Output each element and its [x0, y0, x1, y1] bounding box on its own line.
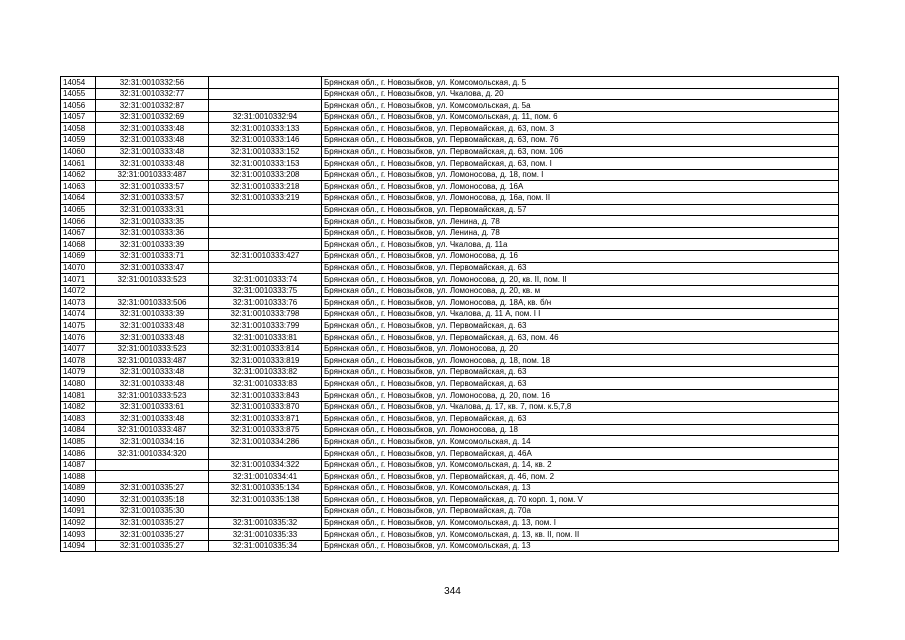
- parent-cadastral-number-cell: 32:31:0010333:48: [96, 123, 209, 135]
- parent-cadastral-number-cell: 32:31:0010333:61: [96, 401, 209, 413]
- row-number-cell: 14062: [61, 169, 96, 181]
- table-row: [61, 274, 839, 286]
- row-number-cell: 14076: [61, 332, 96, 344]
- table-row: [61, 169, 839, 181]
- table-row: [61, 540, 839, 552]
- address-cell: Брянская обл., г. Новозыбков, ул. Первомайская, д. 46, пом. 2: [322, 471, 839, 483]
- parent-cadastral-number-cell: 32:31:0010333:57: [96, 181, 209, 193]
- parent-cadastral-number-cell: 32:31:0010333:31: [96, 204, 209, 216]
- row-number-cell: 14080: [61, 378, 96, 390]
- address-cell: Брянская обл., г. Новозыбков, ул. Комсомольская, д. 5а: [322, 100, 839, 112]
- cadastral-number-cell: 32:31:0010333:74: [209, 274, 322, 286]
- address-cell: Брянская обл., г. Новозыбков, ул. Комсомольская, д. 13, кв. II, пом. II: [322, 529, 839, 541]
- parent-cadastral-number-cell: 32:31:0010333:48: [96, 134, 209, 146]
- row-number-cell: 14083: [61, 413, 96, 425]
- address-cell: Брянская обл., г. Новозыбков, ул. Чкалова, д. 20: [322, 88, 839, 100]
- address-cell: Брянская обл., г. Новозыбков, ул. Ломоносова, д. 18А, кв. б/н: [322, 297, 839, 309]
- registry-table-container: [60, 76, 838, 552]
- cadastral-number-cell: 32:31:0010335:33: [209, 529, 322, 541]
- row-number-cell: 14085: [61, 436, 96, 448]
- parent-cadastral-number-cell: 32:31:0010335:18: [96, 494, 209, 506]
- parent-cadastral-number-cell: 32:31:0010334:16: [96, 436, 209, 448]
- row-number-cell: 14087: [61, 459, 96, 471]
- cadastral-number-cell: 32:31:0010333:871: [209, 413, 322, 425]
- table-row: [61, 204, 839, 216]
- table-row: [61, 448, 839, 460]
- cadastral-number-cell: 32:31:0010333:153: [209, 158, 322, 170]
- parent-cadastral-number-cell: 32:31:0010333:48: [96, 320, 209, 332]
- address-cell: Брянская обл., г. Новозыбков, ул. Ломоносова, д. 20, кв. II, пом. II: [322, 274, 839, 286]
- cadastral-number-cell: 32:31:0010334:41: [209, 471, 322, 483]
- address-cell: Брянская обл., г. Новозыбков, ул. Ломоносова, д. 18, пом. 18: [322, 355, 839, 367]
- table-row: [61, 436, 839, 448]
- row-number-cell: 14077: [61, 343, 96, 355]
- address-cell: Брянская обл., г. Новозыбков, ул. Ломоносова, д. 16А: [322, 181, 839, 193]
- table-row: [61, 378, 839, 390]
- row-number-cell: 14088: [61, 471, 96, 483]
- cadastral-number-cell: 32:31:0010333:76: [209, 297, 322, 309]
- table-row: [61, 262, 839, 274]
- parent-cadastral-number-cell: 32:31:0010333:35: [96, 216, 209, 228]
- address-cell: Брянская обл., г. Новозыбков, ул. Первомайская, д. 63: [322, 378, 839, 390]
- table-row: [61, 401, 839, 413]
- parent-cadastral-number-cell: [96, 285, 209, 297]
- parent-cadastral-number-cell: 32:31:0010332:77: [96, 88, 209, 100]
- table-row: [61, 517, 839, 529]
- row-number-cell: 14066: [61, 216, 96, 228]
- address-cell: Брянская обл., г. Новозыбков, ул. Комсомольская, д. 13, пом. I: [322, 517, 839, 529]
- cadastral-number-cell: [209, 100, 322, 112]
- parent-cadastral-number-cell: 32:31:0010335:27: [96, 529, 209, 541]
- row-number-cell: 14089: [61, 482, 96, 494]
- cadastral-number-cell: 32:31:0010333:819: [209, 355, 322, 367]
- row-number-cell: 14068: [61, 239, 96, 251]
- table-row: [61, 77, 839, 89]
- cadastral-number-cell: 32:31:0010334:286: [209, 436, 322, 448]
- cadastral-number-cell: 32:31:0010333:83: [209, 378, 322, 390]
- table-row: [61, 216, 839, 228]
- table-row: [61, 158, 839, 170]
- cadastral-number-cell: [209, 505, 322, 517]
- cadastral-number-cell: [209, 448, 322, 460]
- table-row: [61, 297, 839, 309]
- cadastral-number-cell: 32:31:0010333:875: [209, 424, 322, 436]
- table-row: [61, 332, 839, 344]
- parent-cadastral-number-cell: 32:31:0010333:523: [96, 390, 209, 402]
- row-number-cell: 14084: [61, 424, 96, 436]
- table-row: [61, 146, 839, 158]
- address-cell: Брянская обл., г. Новозыбков, ул. Чкалова, д. 11а: [322, 239, 839, 251]
- table-row: [61, 471, 839, 483]
- table-row: [61, 308, 839, 320]
- row-number-cell: 14079: [61, 366, 96, 378]
- cadastral-number-cell: 32:31:0010335:134: [209, 482, 322, 494]
- cadastral-number-cell: 32:31:0010333:799: [209, 320, 322, 332]
- parent-cadastral-number-cell: 32:31:0010333:48: [96, 366, 209, 378]
- parent-cadastral-number-cell: [96, 459, 209, 471]
- row-number-cell: 14078: [61, 355, 96, 367]
- cadastral-number-cell: 32:31:0010332:94: [209, 111, 322, 123]
- row-number-cell: 14059: [61, 134, 96, 146]
- row-number-cell: 14064: [61, 192, 96, 204]
- address-cell: Брянская обл., г. Новозыбков, ул. Первомайская, д. 63, пом. 106: [322, 146, 839, 158]
- parent-cadastral-number-cell: 32:31:0010333:48: [96, 413, 209, 425]
- address-cell: Брянская обл., г. Новозыбков, ул. Ленина, д. 78: [322, 227, 839, 239]
- cadastral-number-cell: 32:31:0010333:798: [209, 308, 322, 320]
- parent-cadastral-number-cell: 32:31:0010333:39: [96, 308, 209, 320]
- row-number-cell: 14075: [61, 320, 96, 332]
- row-number-cell: 14061: [61, 158, 96, 170]
- cadastral-number-cell: 32:31:0010333:152: [209, 146, 322, 158]
- parent-cadastral-number-cell: 32:31:0010333:71: [96, 250, 209, 262]
- parent-cadastral-number-cell: 32:31:0010332:56: [96, 77, 209, 89]
- address-cell: Брянская обл., г. Новозыбков, ул. Ломоносова, д. 16а, пом. II: [322, 192, 839, 204]
- address-cell: Брянская обл., г. Новозыбков, ул. Первомайская, д. 63: [322, 262, 839, 274]
- address-cell: Брянская обл., г. Новозыбков, ул. Первомайская, д. 70а: [322, 505, 839, 517]
- row-number-cell: 14072: [61, 285, 96, 297]
- row-number-cell: 14065: [61, 204, 96, 216]
- row-number-cell: 14056: [61, 100, 96, 112]
- table-row: [61, 134, 839, 146]
- address-cell: Брянская обл., г. Новозыбков, ул. Ломоносова, д. 20, кв. м: [322, 285, 839, 297]
- cadastral-number-cell: 32:31:0010335:34: [209, 540, 322, 552]
- cadastral-number-cell: [209, 204, 322, 216]
- registry-table-body: [61, 77, 839, 552]
- parent-cadastral-number-cell: 32:31:0010333:487: [96, 424, 209, 436]
- cadastral-number-cell: 32:31:0010333:75: [209, 285, 322, 297]
- registry-table: [60, 76, 839, 552]
- parent-cadastral-number-cell: 32:31:0010333:48: [96, 158, 209, 170]
- cadastral-number-cell: 32:31:0010333:427: [209, 250, 322, 262]
- cadastral-number-cell: 32:31:0010335:138: [209, 494, 322, 506]
- parent-cadastral-number-cell: 32:31:0010335:27: [96, 482, 209, 494]
- address-cell: Брянская обл., г. Новозыбков, ул. Первомайская, д. 46А: [322, 448, 839, 460]
- address-cell: Брянская обл., г. Новозыбков, ул. Первомайская, д. 70 корп. 1, пом. V: [322, 494, 839, 506]
- cadastral-number-cell: [209, 227, 322, 239]
- address-cell: Брянская обл., г. Новозыбков, ул. Ломоносова, д. 16: [322, 250, 839, 262]
- cadastral-number-cell: [209, 77, 322, 89]
- table-row: [61, 192, 839, 204]
- row-number-cell: 14069: [61, 250, 96, 262]
- cadastral-number-cell: 32:31:0010333:843: [209, 390, 322, 402]
- row-number-cell: 14090: [61, 494, 96, 506]
- address-cell: Брянская обл., г. Новозыбков, ул. Ломоносова, д. 20: [322, 343, 839, 355]
- row-number-cell: 14093: [61, 529, 96, 541]
- table-row: [61, 424, 839, 436]
- row-number-cell: 14063: [61, 181, 96, 193]
- row-number-cell: 14094: [61, 540, 96, 552]
- address-cell: Брянская обл., г. Новозыбков, ул. Ломоносова, д. 20, пом. 16: [322, 390, 839, 402]
- address-cell: Брянская обл., г. Новозыбков, ул. Комсомольская, д. 13: [322, 540, 839, 552]
- address-cell: Брянская обл., г. Новозыбков, ул. Ломоносова, д. 18: [322, 424, 839, 436]
- cadastral-number-cell: 32:31:0010333:870: [209, 401, 322, 413]
- address-cell: Брянская обл., г. Новозыбков, ул. Первомайская, д. 63, пом. I: [322, 158, 839, 170]
- parent-cadastral-number-cell: 32:31:0010332:69: [96, 111, 209, 123]
- parent-cadastral-number-cell: 32:31:0010335:30: [96, 505, 209, 517]
- address-cell: Брянская обл., г. Новозыбков, ул. Первомайская, д. 63, пом. 3: [322, 123, 839, 135]
- parent-cadastral-number-cell: [96, 471, 209, 483]
- parent-cadastral-number-cell: 32:31:0010335:27: [96, 517, 209, 529]
- address-cell: Брянская обл., г. Новозыбков, ул. Первомайская, д. 63, пом. 76: [322, 134, 839, 146]
- parent-cadastral-number-cell: 32:31:0010333:487: [96, 355, 209, 367]
- cadastral-number-cell: [209, 239, 322, 251]
- row-number-cell: 14060: [61, 146, 96, 158]
- row-number-cell: 14082: [61, 401, 96, 413]
- table-row: [61, 343, 839, 355]
- table-row: [61, 227, 839, 239]
- cadastral-number-cell: 32:31:0010333:81: [209, 332, 322, 344]
- cadastral-number-cell: 32:31:0010333:814: [209, 343, 322, 355]
- row-number-cell: 14070: [61, 262, 96, 274]
- table-row: [61, 88, 839, 100]
- parent-cadastral-number-cell: 32:31:0010333:48: [96, 146, 209, 158]
- row-number-cell: 14054: [61, 77, 96, 89]
- row-number-cell: 14081: [61, 390, 96, 402]
- row-number-cell: 14073: [61, 297, 96, 309]
- row-number-cell: 14067: [61, 227, 96, 239]
- cadastral-number-cell: 32:31:0010335:32: [209, 517, 322, 529]
- cadastral-number-cell: 32:31:0010333:218: [209, 181, 322, 193]
- address-cell: Брянская обл., г. Новозыбков, ул. Чкалова, д. 11 А, пом. I I: [322, 308, 839, 320]
- address-cell: Брянская обл., г. Новозыбков, ул. Первомайская, д. 57: [322, 204, 839, 216]
- row-number-cell: 14092: [61, 517, 96, 529]
- row-number-cell: 14091: [61, 505, 96, 517]
- parent-cadastral-number-cell: 32:31:0010333:57: [96, 192, 209, 204]
- address-cell: Брянская обл., г. Новозыбков, ул. Первомайская, д. 63, пом. 46: [322, 332, 839, 344]
- table-row: [61, 123, 839, 135]
- table-row: [61, 366, 839, 378]
- cadastral-number-cell: [209, 88, 322, 100]
- row-number-cell: 14074: [61, 308, 96, 320]
- parent-cadastral-number-cell: 32:31:0010333:506: [96, 297, 209, 309]
- page-number: 344: [444, 586, 461, 597]
- parent-cadastral-number-cell: 32:31:0010333:487: [96, 169, 209, 181]
- parent-cadastral-number-cell: 32:31:0010335:27: [96, 540, 209, 552]
- address-cell: Брянская обл., г. Новозыбков, ул. Чкалова, д. 17, кв. 7, пом. к.5,7,8: [322, 401, 839, 413]
- parent-cadastral-number-cell: 32:31:0010333:36: [96, 227, 209, 239]
- table-row: [61, 100, 839, 112]
- address-cell: Брянская обл., г. Новозыбков, ул. Комсомольская, д. 11, пом. 6: [322, 111, 839, 123]
- cadastral-number-cell: 32:31:0010334:322: [209, 459, 322, 471]
- table-row: [61, 482, 839, 494]
- table-row: [61, 529, 839, 541]
- address-cell: Брянская обл., г. Новозыбков, ул. Комсомольская, д. 14, кв. 2: [322, 459, 839, 471]
- parent-cadastral-number-cell: 32:31:0010333:39: [96, 239, 209, 251]
- table-row: [61, 355, 839, 367]
- cadastral-number-cell: 32:31:0010333:133: [209, 123, 322, 135]
- address-cell: Брянская обл., г. Новозыбков, ул. Ленина, д. 78: [322, 216, 839, 228]
- table-row: [61, 413, 839, 425]
- address-cell: Брянская обл., г. Новозыбков, ул. Комсомольская, д. 13: [322, 482, 839, 494]
- cadastral-number-cell: 32:31:0010333:82: [209, 366, 322, 378]
- table-row: [61, 494, 839, 506]
- row-number-cell: 14086: [61, 448, 96, 460]
- table-row: [61, 285, 839, 297]
- address-cell: Брянская обл., г. Новозыбков, ул. Первомайская, д. 63: [322, 320, 839, 332]
- cadastral-number-cell: 32:31:0010333:219: [209, 192, 322, 204]
- table-row: [61, 390, 839, 402]
- cadastral-number-cell: 32:31:0010333:208: [209, 169, 322, 181]
- cadastral-number-cell: [209, 262, 322, 274]
- cadastral-number-cell: 32:31:0010333:146: [209, 134, 322, 146]
- row-number-cell: 14057: [61, 111, 96, 123]
- parent-cadastral-number-cell: 32:31:0010332:87: [96, 100, 209, 112]
- address-cell: Брянская обл., г. Новозыбков, ул. Первомайская, д. 63: [322, 366, 839, 378]
- parent-cadastral-number-cell: 32:31:0010333:48: [96, 378, 209, 390]
- row-number-cell: 14071: [61, 274, 96, 286]
- table-row: [61, 459, 839, 471]
- parent-cadastral-number-cell: 32:31:0010333:48: [96, 332, 209, 344]
- parent-cadastral-number-cell: 32:31:0010333:523: [96, 343, 209, 355]
- parent-cadastral-number-cell: 32:31:0010334:320: [96, 448, 209, 460]
- row-number-cell: 14058: [61, 123, 96, 135]
- table-row: [61, 181, 839, 193]
- table-row: [61, 250, 839, 262]
- parent-cadastral-number-cell: 32:31:0010333:47: [96, 262, 209, 274]
- table-row: [61, 320, 839, 332]
- cadastral-number-cell: [209, 216, 322, 228]
- table-row: [61, 111, 839, 123]
- address-cell: Брянская обл., г. Новозыбков, ул. Комсомольская, д. 14: [322, 436, 839, 448]
- parent-cadastral-number-cell: 32:31:0010333:523: [96, 274, 209, 286]
- address-cell: Брянская обл., г. Новозыбков, ул. Ломоносова, д. 18, пом. I: [322, 169, 839, 181]
- address-cell: Брянская обл., г. Новозыбков, ул. Комсомольская, д. 5: [322, 77, 839, 89]
- table-row: [61, 239, 839, 251]
- table-row: [61, 505, 839, 517]
- address-cell: Брянская обл., г. Новозыбков, ул. Первомайская, д. 63: [322, 413, 839, 425]
- row-number-cell: 14055: [61, 88, 96, 100]
